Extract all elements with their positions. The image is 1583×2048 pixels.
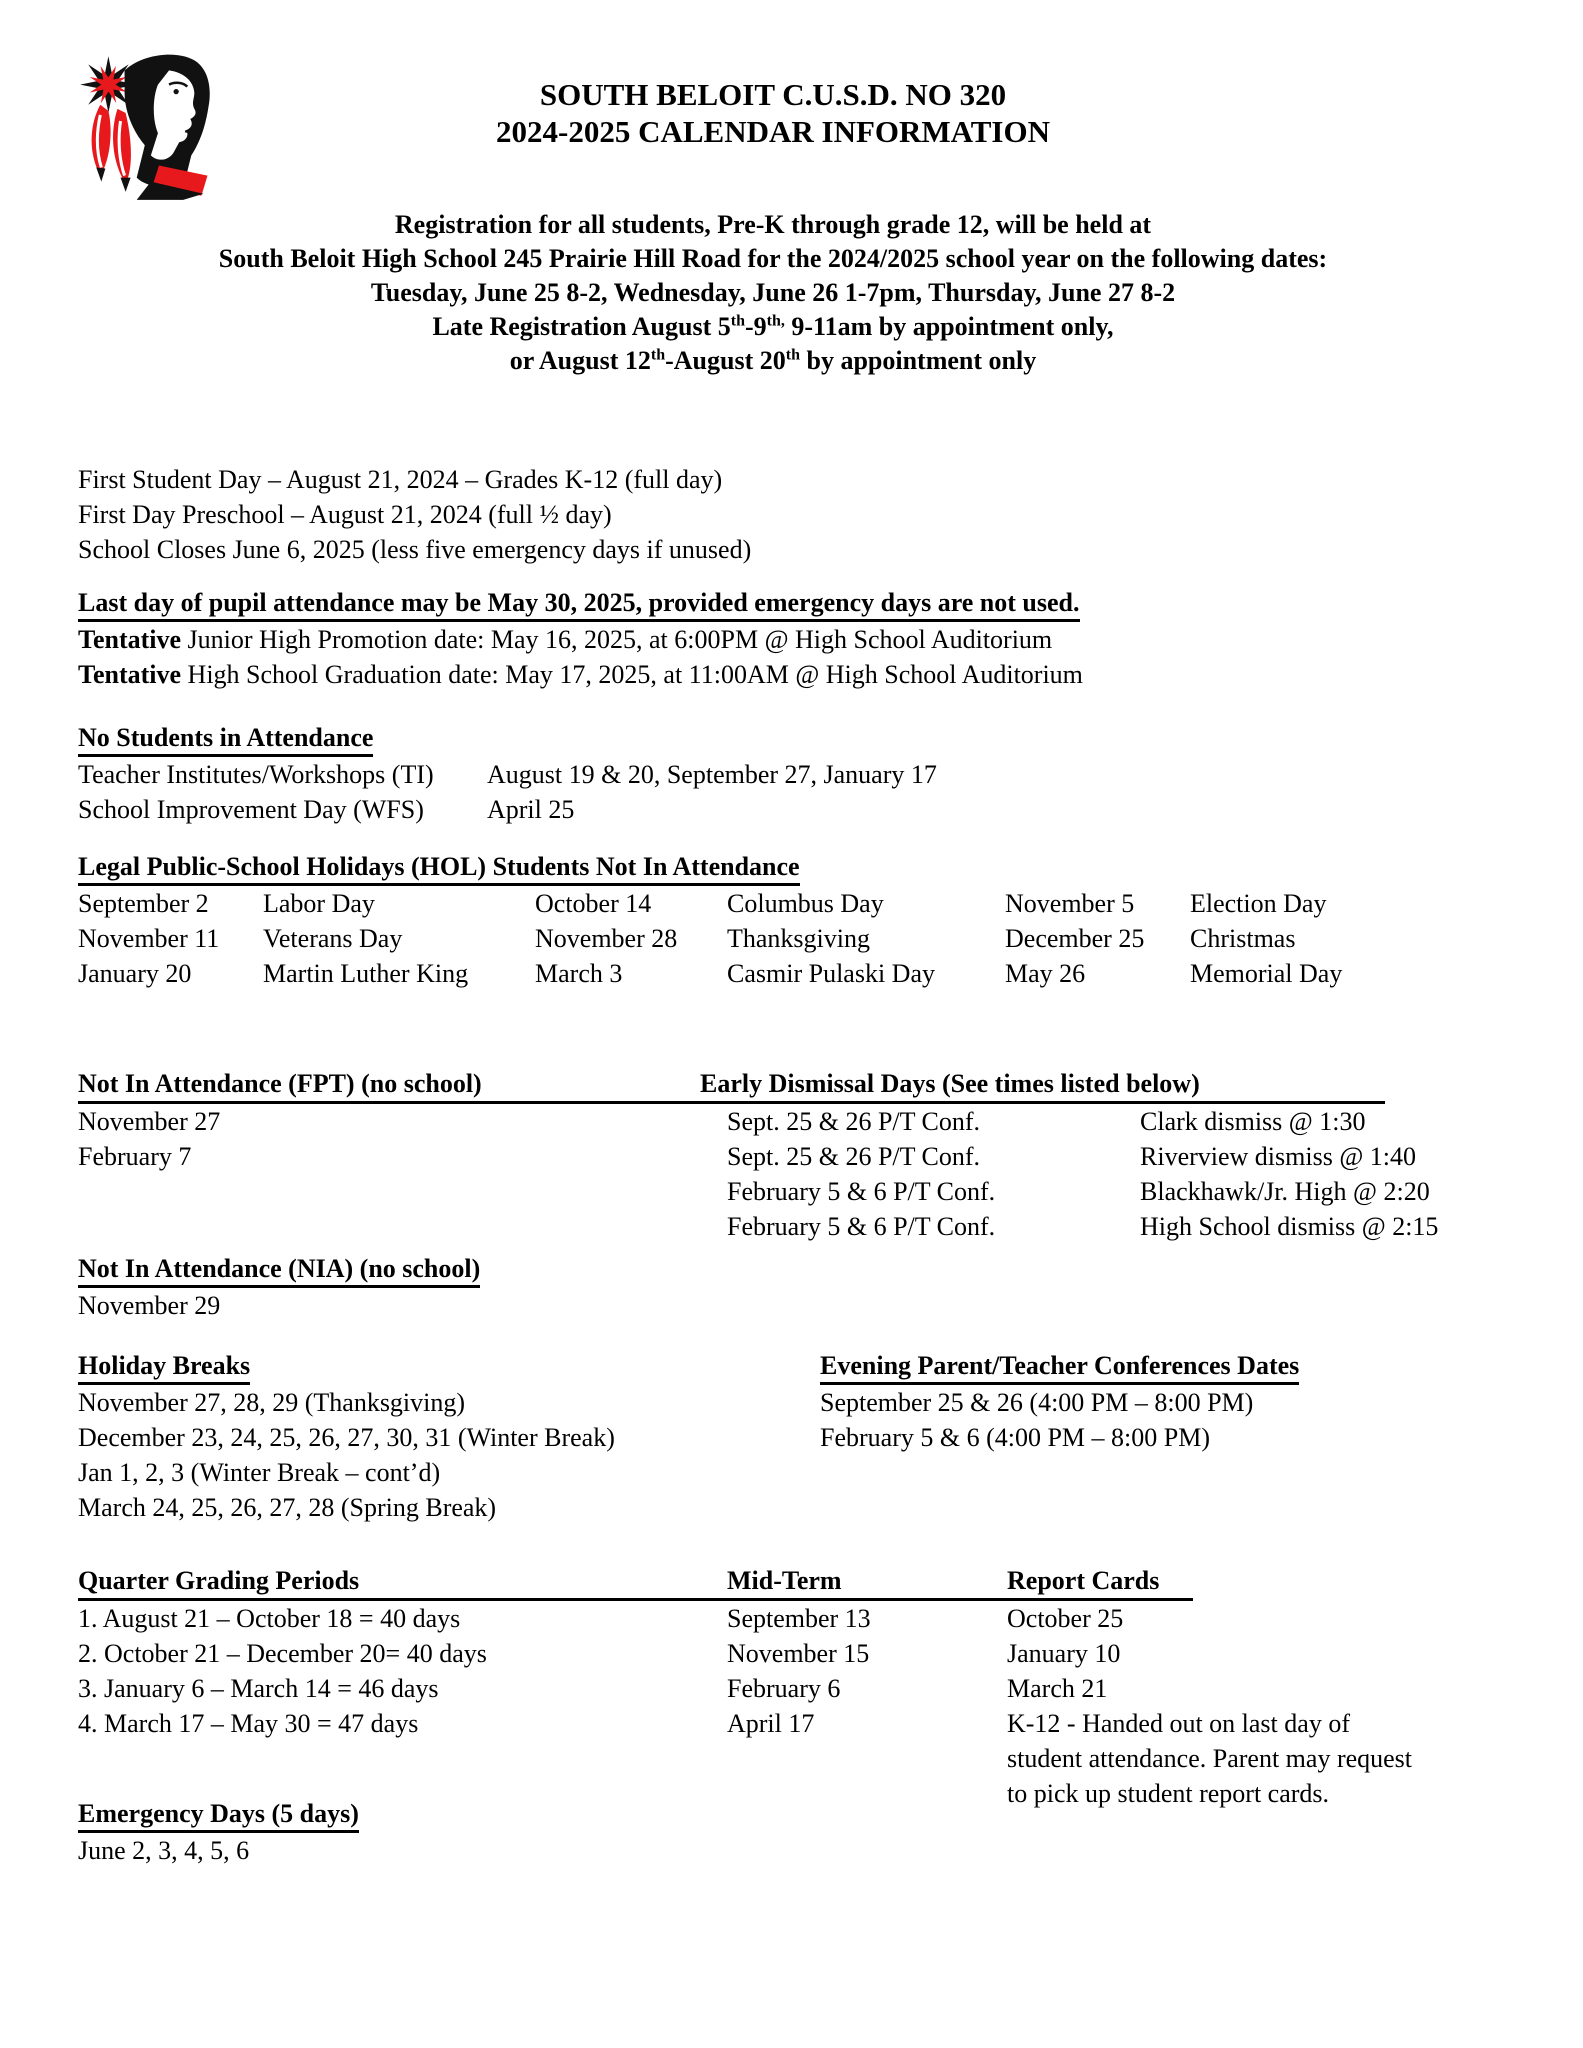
holiday-name: Christmas: [1190, 924, 1296, 953]
holiday-date: September 2: [78, 889, 209, 918]
break-line: December 23, 24, 25, 26, 27, 30, 31 (Winter Break): [78, 1423, 615, 1452]
breaks-conferences-section: [78, 1348, 1505, 1525]
title-line-2: 2024-2025 CALENDAR INFORMATION: [496, 114, 1050, 149]
conferences-column: [820, 1348, 1299, 1525]
table-row: [727, 1209, 1438, 1244]
superscript: th: [650, 346, 666, 364]
conference-date: Sept. 25 & 26 P/T Conf.: [727, 1107, 981, 1136]
report-cards-column: [1007, 1563, 1505, 1868]
tentative-promotion: Tentative Junior High Promotion date: May 16, 2025, at 6:00PM @ High School Auditorium: [78, 625, 1053, 654]
no-students-heading: No Students in Attendance: [78, 720, 1505, 757]
report-card-line: K-12 - Handed out on last day of: [1007, 1709, 1350, 1738]
holiday-name: Memorial Day: [1190, 959, 1343, 988]
table-row: [78, 886, 1505, 921]
superscript: th: [785, 346, 800, 364]
holiday-name: Election Day: [1190, 889, 1327, 918]
last-day-section: [78, 585, 1505, 692]
quarter-line: 3. January 6 – March 14 = 46 days: [78, 1674, 439, 1703]
conference-date: February 5 & 6 P/T Conf.: [727, 1212, 996, 1241]
conference-date: Sept. 25 & 26 P/T Conf.: [727, 1142, 981, 1171]
holiday-breaks-heading: Holiday Breaks: [78, 1348, 820, 1385]
registration-line-3: Tuesday, June 25 8-2, Wednesday, June 26 1-7pm, Thursday, June 27 8-2: [370, 278, 1176, 307]
report-card-line: October 25: [1007, 1604, 1124, 1633]
report-card-line: student attendance. Parent may request: [1007, 1744, 1413, 1773]
report-cards-heading: Report Cards: [1007, 1563, 1193, 1601]
nia-date: November 29: [78, 1291, 221, 1320]
early-dismissal-heading: Early Dismissal Days (See times listed below): [700, 1069, 1200, 1098]
midterm-date: September 13: [727, 1604, 871, 1633]
break-line: March 24, 25, 26, 27, 28 (Spring Break): [78, 1493, 497, 1522]
quarter-line: 4. March 17 – May 30 = 47 days: [78, 1709, 419, 1738]
registration-line-2: South Beloit High School 245 Prairie Hill Road for the 2024/2025 school year on the following dates:: [218, 244, 1328, 273]
key-dates-section: [78, 462, 1505, 567]
quarter-grading-column: [78, 1563, 727, 1868]
fpt-early-dismissal-section: [78, 1066, 1505, 1244]
dismiss-time: Clark dismiss @ 1:30: [1140, 1107, 1366, 1136]
midterm-date: April 17: [727, 1709, 815, 1738]
dismiss-time: Riverview dismiss @ 1:40: [1140, 1142, 1416, 1171]
conferences-heading: Evening Parent/Teacher Conferences Dates: [820, 1348, 1299, 1385]
fpt-dates-column: [78, 1104, 727, 1244]
report-card-line: March 21: [1007, 1674, 1108, 1703]
table-row: [727, 1104, 1438, 1139]
holiday-name: Veterans Day: [263, 924, 403, 953]
holiday-name: Columbus Day: [727, 889, 884, 918]
table-row: [78, 921, 1505, 956]
fpt-heading: Not In Attendance (FPT) (no school): [78, 1069, 482, 1098]
emergency-days-dates: June 2, 3, 4, 5, 6: [78, 1836, 250, 1865]
table-row: [78, 757, 1505, 792]
table-row: [727, 1174, 1438, 1209]
fpt-early-body: [78, 1104, 1505, 1244]
break-line: Jan 1, 2, 3 (Winter Break – cont’d): [78, 1458, 441, 1487]
holiday-date: January 20: [78, 959, 192, 988]
holiday-breaks-column: [78, 1348, 820, 1525]
holiday-name: Thanksgiving: [727, 924, 870, 953]
superscript: th,: [766, 312, 785, 330]
grading-section: [78, 1563, 1505, 1868]
registration-block: [78, 208, 1468, 378]
table-row: [78, 956, 1505, 991]
quarter-line: 2. October 21 – December 20= 40 days: [78, 1639, 487, 1668]
holiday-date: March 3: [535, 959, 623, 988]
holiday-name: Martin Luther King: [263, 959, 469, 988]
midterm-date: February 6: [727, 1674, 841, 1703]
conference-line: September 25 & 26 (4:00 PM – 8:00 PM): [820, 1388, 1254, 1417]
conference-date: February 5 & 6 P/T Conf.: [727, 1177, 996, 1206]
dismiss-time: Blackhawk/Jr. High @ 2:20: [1140, 1177, 1430, 1206]
row-dates: August 19 & 20, September 27, January 17: [487, 760, 937, 789]
superscript: th: [730, 312, 745, 330]
nia-heading: Not In Attendance (NIA) (no school): [78, 1251, 1505, 1288]
feather-2-tip: [121, 178, 131, 192]
last-day-headline: Last day of pupil attendance may be May 30, 2025, provided emergency days are not used.: [78, 585, 1505, 622]
midterm-heading: Mid-Term: [727, 1563, 1007, 1601]
registration-line-5: or August 12th-August 20th by appointment only: [509, 346, 1037, 375]
document-body: [0, 208, 1583, 1868]
registration-line-1: Registration for all students, Pre-K through grade 12, will be held at: [394, 210, 1152, 239]
midterm-column: [727, 1563, 1007, 1868]
fpt-date: February 7: [78, 1142, 192, 1171]
report-card-line: January 10: [1007, 1639, 1121, 1668]
break-line: November 27, 28, 29 (Thanksgiving): [78, 1388, 466, 1417]
tentative-graduation: Tentative High School Graduation date: May 17, 2025, at 11:00AM @ High School Auditorium: [78, 660, 1083, 689]
fpt-early-header: [78, 1066, 1385, 1104]
row-label: Teacher Institutes/Workshops (TI): [78, 760, 434, 789]
title-line-1: SOUTH BELOIT C.U.S.D. NO 320: [539, 77, 1007, 112]
holiday-date: November 11: [78, 924, 220, 953]
holidays-section: [78, 849, 1505, 991]
table-row: [727, 1139, 1438, 1174]
holiday-date: November 5: [1005, 889, 1135, 918]
dismiss-time: High School dismiss @ 2:15: [1140, 1212, 1439, 1241]
first-day-preschool: First Day Preschool – August 21, 2024 (full ½ day): [78, 500, 612, 529]
row-label: School Improvement Day (WFS): [78, 795, 424, 824]
school-closes: School Closes June 6, 2025 (less five emergency days if unused): [78, 535, 752, 564]
table-row: [78, 792, 1505, 827]
midterm-date: November 15: [727, 1639, 870, 1668]
first-student-day: First Student Day – August 21, 2024 – Grades K-12 (full day): [78, 465, 723, 494]
nia-section: [78, 1251, 1505, 1323]
fpt-date: November 27: [78, 1107, 221, 1136]
no-students-section: [78, 720, 1505, 827]
registration-line-4: Late Registration August $5th-9^{th,}$ 9-11am by appointment only,: [432, 312, 1114, 341]
row-dates: April 25: [487, 795, 575, 824]
holiday-date: October 14: [535, 889, 652, 918]
early-dismissal-column: [727, 1104, 1438, 1244]
conference-line: February 5 & 6 (4:00 PM – 8:00 PM): [820, 1423, 1210, 1452]
report-card-line: to pick up student report cards.: [1007, 1779, 1330, 1808]
feather-1-tip: [96, 167, 105, 181]
holiday-date: December 25: [1005, 924, 1145, 953]
document-header: [0, 0, 1583, 200]
holiday-name: Casmir Pulaski Day: [727, 959, 935, 988]
emergency-days-heading: Emergency Days (5 days): [78, 1796, 727, 1833]
quarter-grading-heading: Quarter Grading Periods: [78, 1563, 727, 1601]
holidays-heading: Legal Public-School Holidays (HOL) Students Not In Attendance: [78, 849, 1505, 886]
document-title: [78, 76, 1468, 150]
holiday-name: Labor Day: [263, 889, 375, 918]
holiday-date: November 28: [535, 924, 678, 953]
holiday-date: May 26: [1005, 959, 1086, 988]
quarter-line: 1. August 21 – October 18 = 40 days: [78, 1604, 461, 1633]
